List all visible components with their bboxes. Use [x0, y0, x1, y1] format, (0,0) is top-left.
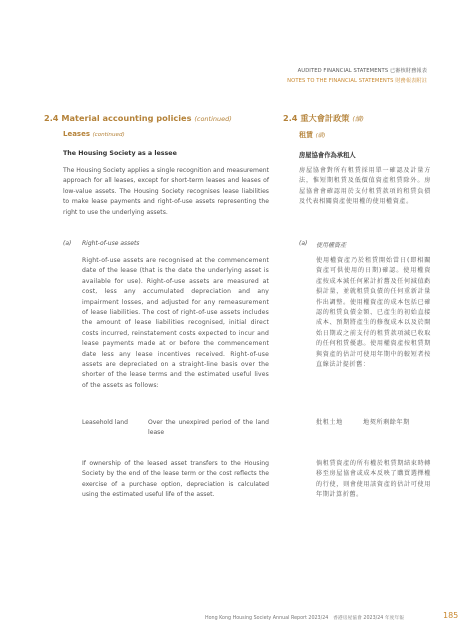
en-item-label: (a): [63, 240, 72, 247]
zh-lessee-heading: 房屋協會作為承租人: [299, 152, 356, 159]
page-number: 185: [443, 611, 459, 620]
zh-item-body: 使用權資產乃於租賃開始當日(即相關資產可供使用的日期)確認。使用權資產按成本減任何累計折舊及任何減值虧損計量，並就租賃負債的任何重新計量作出調整。使用權資產的成本包括已確認的租賃負債金額、已產生的初始直接成本、預期將產生的修復成本以及於開始日期或之前支付的租賃款項減已收取的任何租賃優惠。使用權資產按租賃期與資產的估計可使用年期中的較短者按直線法計提折舊：: [316, 257, 431, 369]
en-section-continued: (continued): [194, 115, 232, 123]
en-item-body: Right-of-use assets are recognised at the commencement date of the lease (that is the date the underlying asset is available for use). Right-of-use assets are measured at cost, less any accumulated depreciation and any impairment losses, and adjusted for any remeasurement of lease liabilities. The cost of right-of-use assets includes the amount of lease liabilities recognised, initial direct costs incurred, reinstatement costs expected to incur and lease payments made at or before the commencement date less any lease incentives received. Right-of-use assets are depreciated on a straight-line basis over the shorter of the lease terms and the estimated useful lives of the assets as follows:: [82, 257, 269, 389]
footer-report-title: Hong Kong Housing Society Annual Report 2023/24 香港房屋協會 2023/24 年度年報: [205, 616, 405, 621]
en-subsection-continued: (continued): [92, 132, 125, 138]
zh-section-continued: (續): [352, 115, 364, 123]
zh-table-key: 批租土地: [316, 419, 343, 426]
en-section-title-text: 2.4 Material accounting policies: [44, 113, 192, 123]
en-subsection-text: Leases: [63, 130, 91, 138]
zh-subsection-title: [299, 130, 325, 140]
en-intro-paragraph: The Housing Society applies a single recognition and measurement approach for all leases, except for short-term leases and leases of low-value assets. The Housing Society recognises lease liabilities to make lease payments and right-of-use assets representing the right to use the underlying assets.: [63, 167, 269, 216]
zh-item-label: (a): [299, 240, 308, 247]
en-table-key: Leasehold land: [82, 419, 128, 426]
zh-section-title-text: 2.4 重大會計政策: [283, 113, 350, 123]
zh-intro-paragraph: 房屋協會對所有租賃採用單一確認及計量方法，惟短期租賃及低價值資產租賃除外。房屋協會會確認用於支付租賃款項的租賃負債及代表相關資產使用權的使用權資產。: [299, 167, 431, 206]
zh-subsection-continued: (續): [315, 133, 326, 139]
zh-closing-paragraph: 倘租賃資產的所有權於租賃期結束時轉移至房屋協會或成本反映了購買選擇權的行使，則會使用該資產的估計可使用年期計算折舊。: [316, 460, 431, 499]
en-section-title: [44, 113, 232, 123]
zh-item-title: 使用權資產: [316, 242, 347, 249]
zh-subsection-text: 租賃: [299, 131, 313, 139]
header-notes: NOTES TO THE FINANCIAL STATEMENTS 財務報表附註: [287, 78, 427, 84]
en-subsection-title: [63, 130, 125, 138]
en-lessee-heading: The Housing Society as a lessee: [63, 150, 177, 157]
zh-section-title: [283, 113, 364, 124]
zh-table-value: 地契所剩餘年期: [363, 419, 410, 426]
header-audited-statements: AUDITED FINANCIAL STATEMENTS 已審核財務報表: [297, 68, 427, 74]
en-item-title: Right-of-use assets: [82, 240, 140, 247]
en-table-value: Over the unexpired period of the land lease: [148, 419, 269, 437]
en-closing-paragraph: If ownership of the leased asset transfers to the Housing Society by the end of the lease term or the cost reflects the exercise of a purchase option, depreciation is calculated using the estimated useful life of the asset.: [82, 460, 269, 499]
